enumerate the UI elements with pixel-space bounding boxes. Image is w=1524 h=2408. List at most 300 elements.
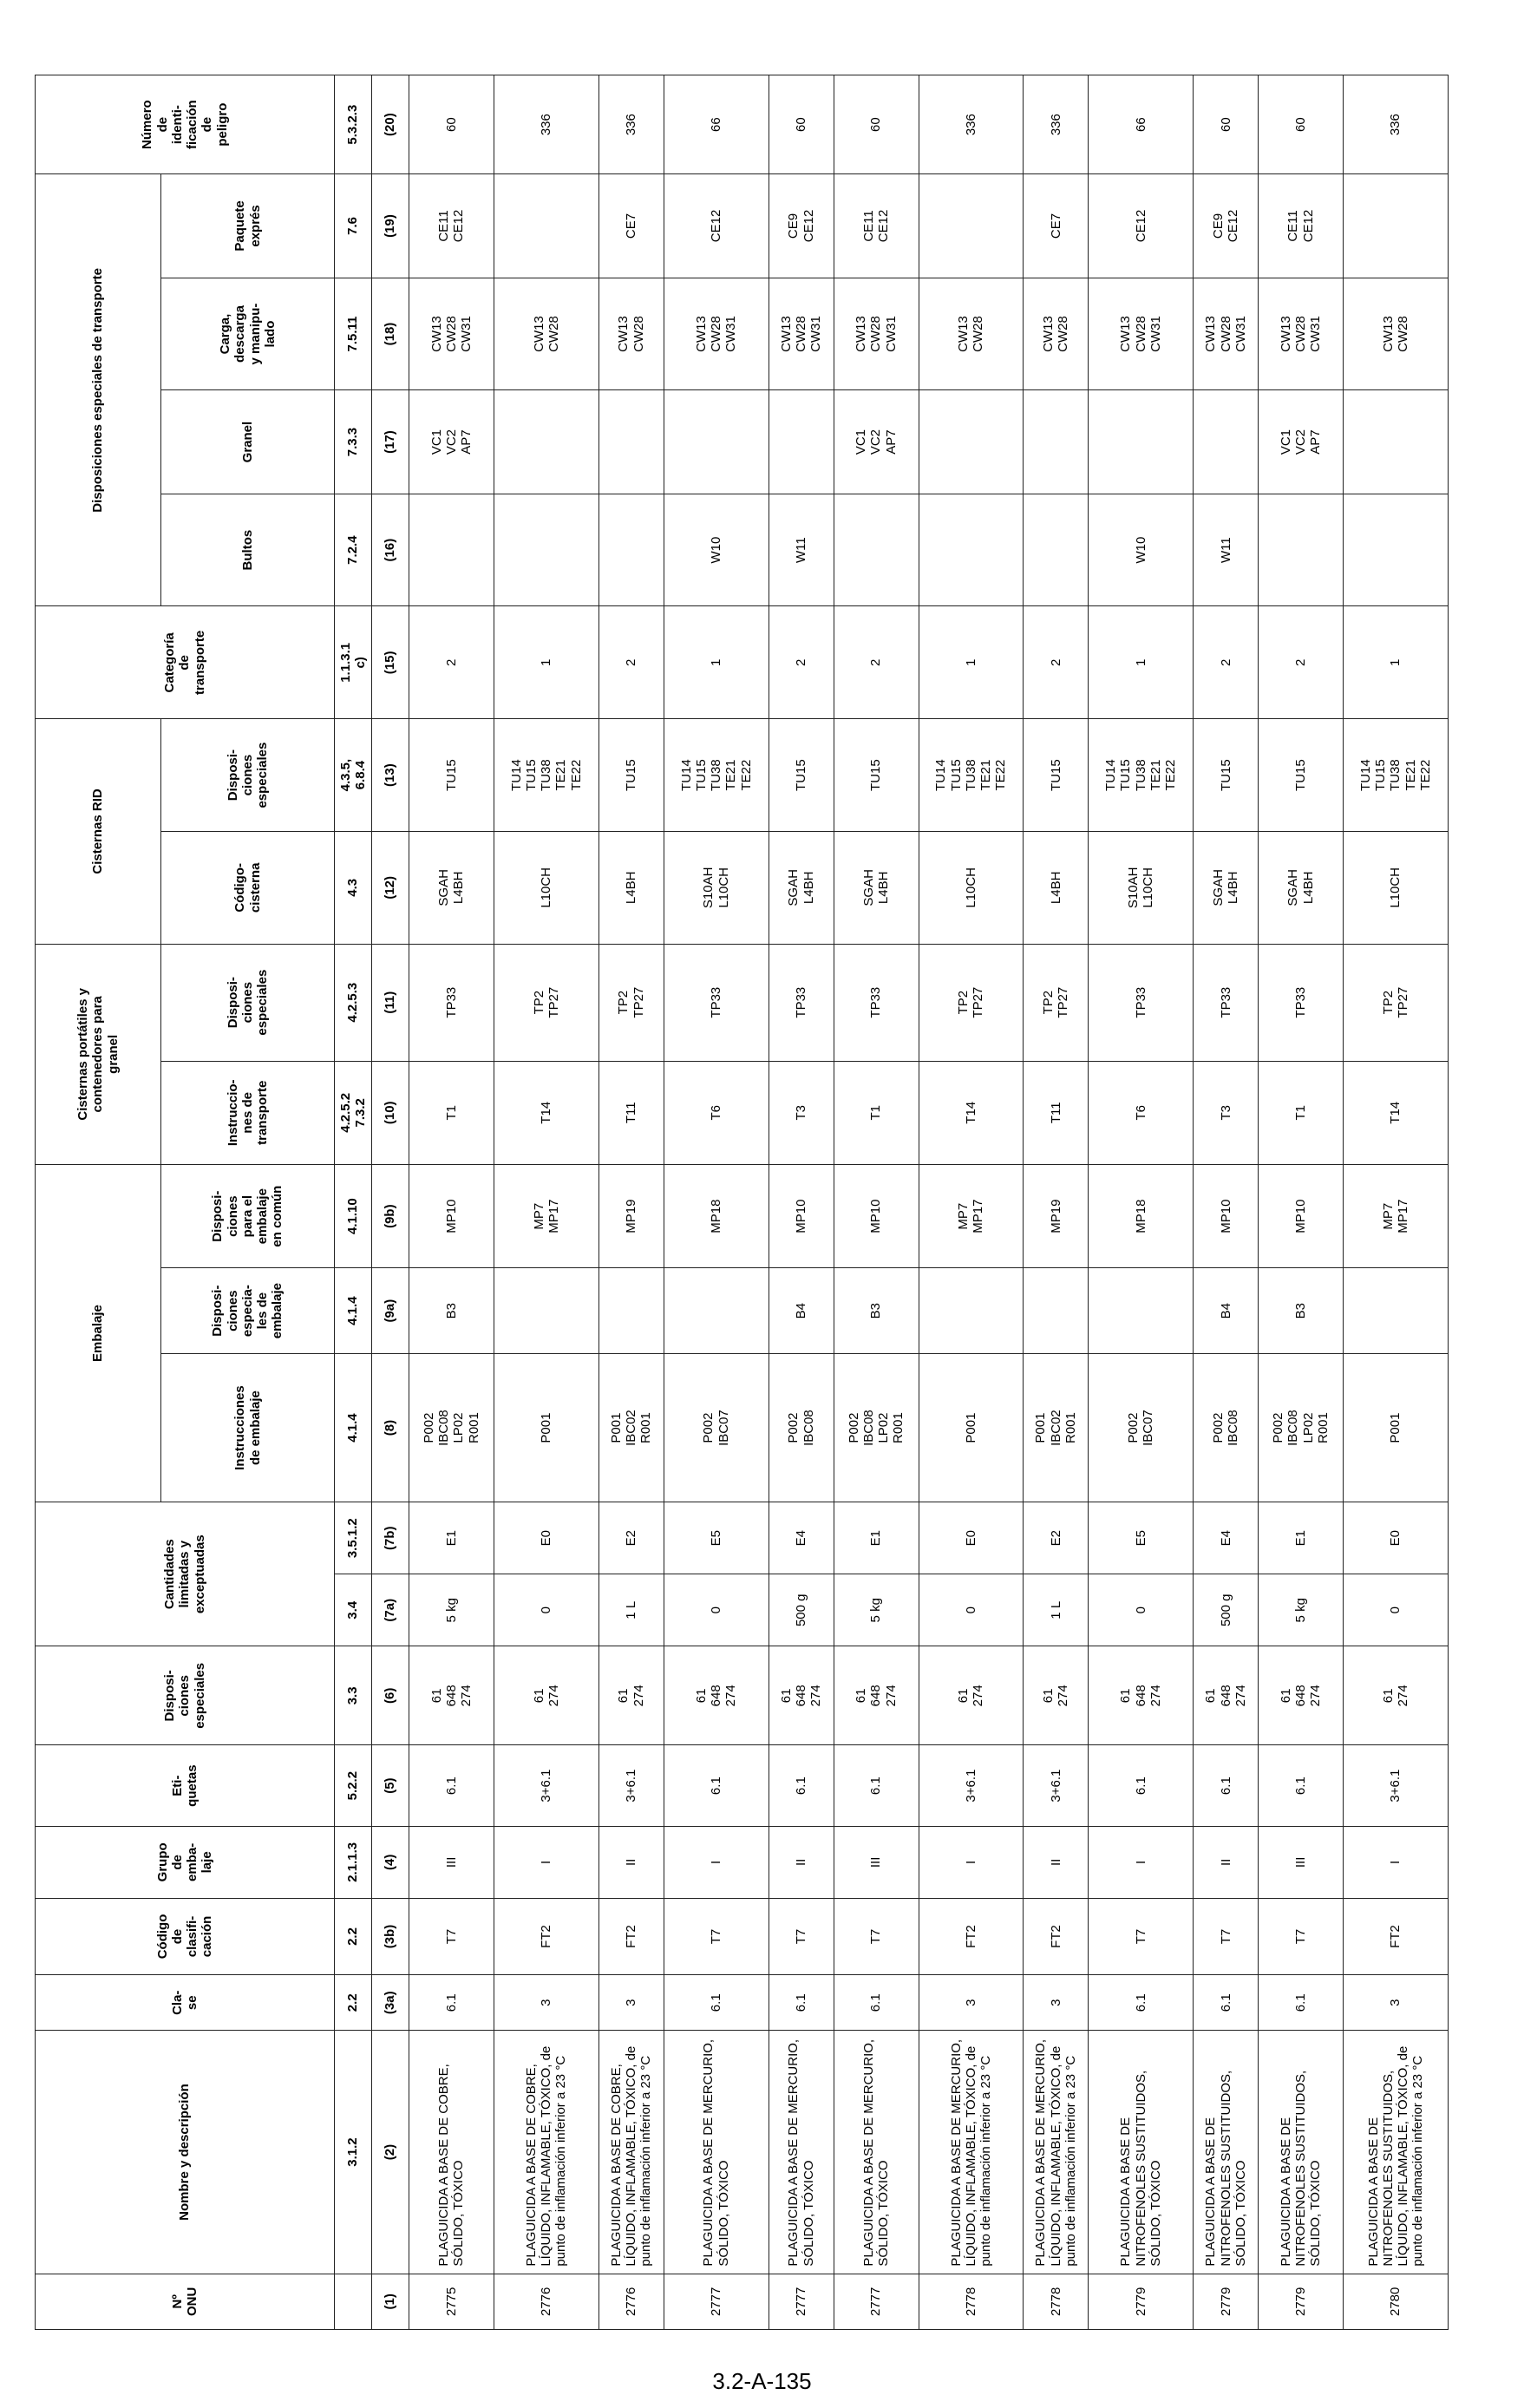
ref_row-cell: 7.6 <box>335 174 372 278</box>
row-cell: 5 kg <box>834 1574 919 1646</box>
table-row <box>1344 75 1449 2330</box>
col_numbers-cell: (20) <box>372 75 409 174</box>
row-cell: 2778 <box>919 2274 1024 2329</box>
row-cell: 66 <box>664 75 769 174</box>
row-cell: 60 <box>834 75 919 174</box>
row-cell: 61 648 274 <box>834 1646 919 1745</box>
row-cell: 61 274 <box>1344 1646 1449 1745</box>
row-cell: 6.1 <box>1259 1745 1344 1826</box>
row-cell: CW13 CW28 CW31 <box>769 278 834 390</box>
row-cell: E0 <box>1344 1502 1449 1574</box>
row-cell: 61 274 <box>1024 1646 1089 1745</box>
header-disposiciones-especiales: Disposi- ciones especiales <box>36 1646 335 1745</box>
header-disp-especiales-embalaje: Disposi- ciones especia- les de embalaje <box>161 1268 335 1354</box>
row-cell: P001 IBC02 R001 <box>1024 1353 1089 1502</box>
row-cell: 2 <box>1024 606 1089 719</box>
ref_row-cell: 3.1.2 <box>335 2031 372 2274</box>
row-cell: TP2 TP27 <box>598 944 664 1061</box>
row-cell: 0 <box>494 1574 598 1646</box>
row-cell: 3 <box>919 1975 1024 2031</box>
row-cell: P001 <box>494 1353 598 1502</box>
row-cell: TP33 <box>1259 944 1344 1061</box>
row-cell: 6.1 <box>409 1745 494 1826</box>
row-cell <box>769 390 834 494</box>
header-disp-especiales-rid: Disposi- ciones especiales <box>161 719 335 832</box>
row-cell: 336 <box>919 75 1024 174</box>
header-name: Nombre y descripción <box>36 2031 335 2274</box>
row-cell: 336 <box>1344 75 1449 174</box>
row-cell: CW13 CW28 <box>494 278 598 390</box>
row-cell: TP33 <box>769 944 834 1061</box>
row-cell <box>919 174 1024 278</box>
row-cell: T11 <box>1024 1061 1089 1164</box>
row-cell: II <box>598 1826 664 1898</box>
col_numbers-cell: (1) <box>372 2274 409 2329</box>
row-cell: 3+6.1 <box>1024 1745 1089 1826</box>
row-cell: B3 <box>409 1268 494 1354</box>
row-cell <box>1024 494 1089 606</box>
row-cell: TP2 TP27 <box>1344 944 1449 1061</box>
row-cell: P002 IBC08 <box>1194 1353 1259 1502</box>
row-cell: S10AH L10CH <box>664 831 769 944</box>
row-cell: I <box>919 1826 1024 1898</box>
col_numbers-cell: (16) <box>372 494 409 606</box>
row-cell: W11 <box>769 494 834 606</box>
row-cell: E1 <box>834 1502 919 1574</box>
row-cell: T3 <box>1194 1061 1259 1164</box>
row-cell: 60 <box>1259 75 1344 174</box>
row-cell: TP33 <box>834 944 919 1061</box>
row-cell: VC1 VC2 AP7 <box>409 390 494 494</box>
row-cell: TP33 <box>664 944 769 1061</box>
ref_row-cell: 3.3 <box>335 1646 372 1745</box>
row-cell: MP10 <box>409 1164 494 1267</box>
row-cell: 61 648 274 <box>409 1646 494 1745</box>
row-cell: PLAGUICIDA A BASE DE NITROFENOLES SUSTITUIDOS, SÓLIDO, TÓXICO <box>1194 2031 1259 2274</box>
row-cell <box>919 390 1024 494</box>
row-cell: 6.1 <box>769 1975 834 2031</box>
row-cell: 6.1 <box>1194 1975 1259 2031</box>
col_numbers-cell: (2) <box>372 2031 409 2274</box>
table-row <box>664 75 769 2330</box>
row-cell: 0 <box>1089 1574 1194 1646</box>
row-cell: TU14 TU15 TU38 TE21 TE22 <box>664 719 769 832</box>
row-cell: 1 <box>494 606 598 719</box>
row-cell <box>664 390 769 494</box>
row-cell <box>1344 1268 1449 1354</box>
row-cell: 2777 <box>834 2274 919 2329</box>
header-carga: Carga, descarga y manipu- lado <box>161 278 335 390</box>
row-cell: PLAGUICIDA A BASE DE NITROFENOLES SUSTITUIDOS, SÓLIDO, TÓXICO <box>1259 2031 1344 2274</box>
row-cell: 2780 <box>1344 2274 1449 2329</box>
row-cell: MP10 <box>769 1164 834 1267</box>
row-cell: TU15 <box>769 719 834 832</box>
row-cell: T7 <box>1259 1898 1344 1974</box>
row-cell: 6.1 <box>834 1745 919 1826</box>
row-cell: T6 <box>1089 1061 1194 1164</box>
row-cell: W11 <box>1194 494 1259 606</box>
row-cell <box>409 494 494 606</box>
row-cell: W10 <box>664 494 769 606</box>
row-cell: 61 648 274 <box>1089 1646 1194 1745</box>
row-cell: T1 <box>1259 1061 1344 1164</box>
row-cell: 66 <box>1089 75 1194 174</box>
row-cell: P001 <box>1344 1353 1449 1502</box>
row-cell: CW13 CW28 CW31 <box>409 278 494 390</box>
row-cell: 2776 <box>494 2274 598 2329</box>
row-cell: 2779 <box>1259 2274 1344 2329</box>
col_numbers-cell: (9b) <box>372 1164 409 1267</box>
ref_row-cell: 4.3 <box>335 831 372 944</box>
row-cell: 3 <box>598 1975 664 2031</box>
row-cell: TP33 <box>409 944 494 1061</box>
row-cell: PLAGUICIDA A BASE DE MERCURIO, SÓLIDO, TÓXICO <box>834 2031 919 2274</box>
row-cell: TP2 TP27 <box>494 944 598 1061</box>
row-cell: SGAH L4BH <box>1194 831 1259 944</box>
row-cell: 3+6.1 <box>598 1745 664 1826</box>
row-cell: 3+6.1 <box>494 1745 598 1826</box>
row-cell: TU15 <box>1259 719 1344 832</box>
row-cell: III <box>1259 1826 1344 1898</box>
row-cell: PLAGUICIDA A BASE DE MERCURIO, SÓLIDO, TÓXICO <box>769 2031 834 2274</box>
col_numbers-cell: (6) <box>372 1646 409 1745</box>
row-cell: I <box>1089 1826 1194 1898</box>
row-cell <box>598 1268 664 1354</box>
header-cisternas-rid: Cisternas RID <box>36 719 161 944</box>
row-cell: 2778 <box>1024 2274 1089 2329</box>
page-number: 3.2-A-135 <box>712 2368 812 2394</box>
table-row <box>1024 75 1089 2330</box>
row-cell: 3 <box>1024 1975 1089 2031</box>
row-cell: T7 <box>409 1898 494 1974</box>
row-cell: 336 <box>494 75 598 174</box>
row-cell: FT2 <box>494 1898 598 1974</box>
ref_row-cell: 2.2 <box>335 1975 372 2031</box>
row-cell: TU14 TU15 TU38 TE21 TE22 <box>919 719 1024 832</box>
row-cell: 2 <box>769 606 834 719</box>
col_numbers-cell: (13) <box>372 719 409 832</box>
row-cell <box>664 1268 769 1354</box>
row-cell: TU14 TU15 TU38 TE21 TE22 <box>494 719 598 832</box>
row-cell: TU15 <box>834 719 919 832</box>
col_numbers-cell: (7a) <box>372 1574 409 1646</box>
row-cell: 61 648 274 <box>1194 1646 1259 1745</box>
row-cell: CW13 CW28 CW31 <box>1194 278 1259 390</box>
row-cell: T7 <box>769 1898 834 1974</box>
row-cell: 500 g <box>769 1574 834 1646</box>
row-cell: T3 <box>769 1061 834 1164</box>
row-cell: 6.1 <box>1194 1745 1259 1826</box>
row-cell: I <box>494 1826 598 1898</box>
row-cell: L4BH <box>598 831 664 944</box>
row-cell: II <box>1024 1826 1089 1898</box>
row-cell: B4 <box>1194 1268 1259 1354</box>
row-cell: 336 <box>1024 75 1089 174</box>
row-cell: P002 IBC08 LP02 R001 <box>834 1353 919 1502</box>
reference-row <box>335 75 372 2330</box>
row-cell: 6.1 <box>834 1975 919 2031</box>
row-cell: 2 <box>409 606 494 719</box>
row-cell: TU15 <box>1024 719 1089 832</box>
row-cell: E4 <box>769 1502 834 1574</box>
row-cell: P002 IBC07 <box>1089 1353 1194 1502</box>
row-cell: CE12 <box>664 174 769 278</box>
row-cell <box>919 1268 1024 1354</box>
row-cell: P001 IBC02 R001 <box>598 1353 664 1502</box>
ref_row-cell <box>335 2274 372 2329</box>
row-cell: 5 kg <box>409 1574 494 1646</box>
row-cell: L4BH <box>1024 831 1089 944</box>
row-cell: 0 <box>919 1574 1024 1646</box>
ref_row-cell: 2.2 <box>335 1898 372 1974</box>
ref_row-cell: 3.5.1.2 <box>335 1502 372 1574</box>
row-cell <box>919 494 1024 606</box>
row-cell: CE9 CE12 <box>1194 174 1259 278</box>
header-categoria-transporte: Categoría de transporte <box>36 606 335 719</box>
row-cell <box>1024 1268 1089 1354</box>
row-cell: 2779 <box>1194 2274 1259 2329</box>
row-cell <box>834 494 919 606</box>
row-cell: MP10 <box>834 1164 919 1267</box>
row-cell: FT2 <box>598 1898 664 1974</box>
row-cell: 6.1 <box>1259 1975 1344 2031</box>
row-cell: TU15 <box>598 719 664 832</box>
row-cell: CW13 CW28 CW31 <box>1089 278 1194 390</box>
ref_row-cell: 4.3.5, 6.8.4 <box>335 719 372 832</box>
row-cell: T11 <box>598 1061 664 1164</box>
row-cell <box>1089 1268 1194 1354</box>
row-cell <box>494 494 598 606</box>
ref_row-cell: 7.5.11 <box>335 278 372 390</box>
ref_row-cell: 3.4 <box>335 1574 372 1646</box>
row-cell: PLAGUICIDA A BASE DE COBRE, SÓLIDO, TÓXICO <box>409 2031 494 2274</box>
row-cell: CE7 <box>1024 174 1089 278</box>
table-row <box>919 75 1024 2330</box>
row-cell <box>1344 174 1449 278</box>
row-cell: 60 <box>409 75 494 174</box>
row-cell: CW13 CW28 <box>598 278 664 390</box>
row-cell: T7 <box>664 1898 769 1974</box>
row-cell: E2 <box>1024 1502 1089 1574</box>
row-cell: SGAH L4BH <box>834 831 919 944</box>
table-row <box>598 75 664 2330</box>
row-cell: 6.1 <box>1089 1745 1194 1826</box>
row-cell: VC1 VC2 AP7 <box>1259 390 1344 494</box>
row-cell: E0 <box>919 1502 1024 1574</box>
col_numbers-cell: (18) <box>372 278 409 390</box>
row-cell: 336 <box>598 75 664 174</box>
col_numbers-cell: (12) <box>372 831 409 944</box>
row-cell: 2775 <box>409 2274 494 2329</box>
row-cell <box>1194 390 1259 494</box>
header-grupo-embalaje: Grupo de emba- laje <box>36 1826 335 1898</box>
header-cisternas-portatiles: Cisternas portátiles y contenedores para granel <box>36 944 161 1164</box>
row-cell: 1 L <box>598 1574 664 1646</box>
row-cell: 1 <box>664 606 769 719</box>
row-cell <box>494 1268 598 1354</box>
row-cell: 61 648 274 <box>664 1646 769 1745</box>
row-cell: CW13 CW28 <box>1344 278 1449 390</box>
row-cell: TP2 TP27 <box>919 944 1024 1061</box>
row-cell: 6.1 <box>409 1975 494 2031</box>
row-cell: E1 <box>409 1502 494 1574</box>
col_numbers-cell: (19) <box>372 174 409 278</box>
row-cell: CE7 <box>598 174 664 278</box>
row-cell: CW13 CW28 CW31 <box>834 278 919 390</box>
row-cell: E0 <box>494 1502 598 1574</box>
row-cell: TU14 TU15 TU38 TE21 TE22 <box>1344 719 1449 832</box>
row-cell: MP18 <box>664 1164 769 1267</box>
row-cell: PLAGUICIDA A BASE DE COBRE, LÍQUIDO, INFLAMABLE, TÓXICO, de punto de inflamación inferior a 23 °C <box>494 2031 598 2274</box>
row-cell: PLAGUICIDA A BASE DE MERCURIO, LÍQUIDO, INFLAMABLE, TÓXICO, de punto de inflamación inferior a 23 °C <box>919 2031 1024 2274</box>
row-cell: 6.1 <box>769 1745 834 1826</box>
ref_row-cell: 4.1.4 <box>335 1353 372 1502</box>
row-cell: TU14 TU15 TU38 TE21 TE22 <box>1089 719 1194 832</box>
table-row <box>1089 75 1194 2330</box>
col_numbers-cell: (10) <box>372 1061 409 1164</box>
row-cell <box>1024 390 1089 494</box>
row-cell: T7 <box>834 1898 919 1974</box>
row-cell: 6.1 <box>664 1745 769 1826</box>
ref_row-cell: 5.2.2 <box>335 1745 372 1826</box>
table-row <box>1259 75 1344 2330</box>
row-cell: P002 IBC08 LP02 R001 <box>409 1353 494 1502</box>
row-cell <box>494 174 598 278</box>
header-cantidades: Cantidades limitadas y exceptuadas <box>36 1502 335 1646</box>
row-cell: P001 <box>919 1353 1024 1502</box>
row-cell: CE11 CE12 <box>409 174 494 278</box>
row-cell: L10CH <box>919 831 1024 944</box>
row-cell: T7 <box>1194 1898 1259 1974</box>
row-cell: L10CH <box>494 831 598 944</box>
header-instrucciones-embalaje: Instrucciones de embalaje <box>161 1353 335 1502</box>
col_numbers-cell: (5) <box>372 1745 409 1826</box>
row-cell <box>598 494 664 606</box>
col_numbers-cell: (9a) <box>372 1268 409 1354</box>
row-cell: P002 IBC08 <box>769 1353 834 1502</box>
row-cell: FT2 <box>1344 1898 1449 1974</box>
row-cell: T7 <box>1089 1898 1194 1974</box>
ref_row-cell: 1.1.3.1 c) <box>335 606 372 719</box>
row-cell: L10CH <box>1344 831 1449 944</box>
row-cell: 3 <box>1344 1975 1449 2031</box>
row-cell: PLAGUICIDA A BASE DE MERCURIO, LÍQUIDO, INFLAMABLE, TÓXICO, de punto de inflamación inferior a 23 °C <box>1024 2031 1089 2274</box>
row-cell: 2 <box>1259 606 1344 719</box>
row-cell: 61 274 <box>598 1646 664 1745</box>
row-cell: PLAGUICIDA A BASE DE MERCURIO, SÓLIDO, TÓXICO <box>664 2031 769 2274</box>
row-cell <box>1089 390 1194 494</box>
row-cell: MP7 MP17 <box>494 1164 598 1267</box>
header-etiquetas: Eti- quetas <box>36 1745 335 1826</box>
row-cell: MP19 <box>1024 1164 1089 1267</box>
row-cell: 2779 <box>1089 2274 1194 2329</box>
row-cell: FT2 <box>919 1898 1024 1974</box>
row-cell: TP33 <box>1194 944 1259 1061</box>
ref_row-cell: 4.1.10 <box>335 1164 372 1267</box>
row-cell: 60 <box>1194 75 1259 174</box>
row-cell: 61 274 <box>919 1646 1024 1745</box>
header-disp-especiales-cp: Disposi- ciones especiales <box>161 944 335 1061</box>
row-cell: CE11 CE12 <box>1259 174 1344 278</box>
row-cell: III <box>834 1826 919 1898</box>
row-cell: T14 <box>1344 1061 1449 1164</box>
row-cell: CW13 CW28 <box>1024 278 1089 390</box>
ref_row-cell: 4.1.4 <box>335 1268 372 1354</box>
row-cell: CE9 CE12 <box>769 174 834 278</box>
row-cell: I <box>1344 1826 1449 1898</box>
header-codigo-cisterna: Código- cisterna <box>161 831 335 944</box>
row-cell: 2776 <box>598 2274 664 2329</box>
row-cell: MP10 <box>1259 1164 1344 1267</box>
row-cell: PLAGUICIDA A BASE DE NITROFENOLES SUSTITUIDOS, SÓLIDO, TÓXICO <box>1089 2031 1194 2274</box>
row-cell: II <box>769 1826 834 1898</box>
row-cell: 60 <box>769 75 834 174</box>
row-cell <box>1344 494 1449 606</box>
row-cell <box>494 390 598 494</box>
ref_row-cell: 5.3.2.3 <box>335 75 372 174</box>
table-row <box>1194 75 1259 2330</box>
row-cell: W10 <box>1089 494 1194 606</box>
row-cell <box>1259 494 1344 606</box>
row-cell: TU15 <box>409 719 494 832</box>
dangerous-goods-table <box>35 75 1449 2330</box>
row-cell: 2 <box>1194 606 1259 719</box>
header-bultos: Bultos <box>161 494 335 606</box>
row-cell: 61 648 274 <box>769 1646 834 1745</box>
row-cell <box>598 390 664 494</box>
row-cell: 3+6.1 <box>1344 1745 1449 1826</box>
row-cell <box>1344 390 1449 494</box>
row-cell: CE11 CE12 <box>834 174 919 278</box>
header-un-no: Nº ONU <box>36 2274 335 2329</box>
row-cell: 1 <box>1089 606 1194 719</box>
row-cell: MP7 MP17 <box>919 1164 1024 1267</box>
row-cell: I <box>664 1826 769 1898</box>
row-cell: TP33 <box>1089 944 1194 1061</box>
header-numero-peligro: Número de identi- ficación de peligro <box>36 75 335 174</box>
row-cell: 2777 <box>664 2274 769 2329</box>
row-cell: B4 <box>769 1268 834 1354</box>
ref_row-cell: 4.2.5.3 <box>335 944 372 1061</box>
row-cell: E5 <box>664 1502 769 1574</box>
row-cell: PLAGUICIDA A BASE DE NITROFENOLES SUSTITUIDOS, LÍQUIDO, INFLAMABLE, TÓXICO, de punto de inflamación inferior a 23 °C <box>1344 2031 1449 2274</box>
col_numbers-cell: (8) <box>372 1353 409 1502</box>
header-clase: Cla- se <box>36 1975 335 2031</box>
row-cell: MP10 <box>1194 1164 1259 1267</box>
col_numbers-cell: (15) <box>372 606 409 719</box>
table-row <box>409 75 494 2330</box>
row-cell: 1 <box>1344 606 1449 719</box>
row-cell: 0 <box>1344 1574 1449 1646</box>
row-cell: 61 274 <box>494 1646 598 1745</box>
row-cell: CW13 CW28 CW31 <box>664 278 769 390</box>
table-row <box>834 75 919 2330</box>
row-cell: T1 <box>409 1061 494 1164</box>
row-cell: CE12 <box>1089 174 1194 278</box>
col_numbers-cell: (4) <box>372 1826 409 1898</box>
header-instrucciones-transporte: Instruccio- nes de transporte <box>161 1061 335 1164</box>
row-cell: SGAH L4BH <box>409 831 494 944</box>
row-cell: MP19 <box>598 1164 664 1267</box>
header-embalaje: Embalaje <box>36 1164 161 1502</box>
row-cell: 3 <box>494 1975 598 2031</box>
col_numbers-cell: (7b) <box>372 1502 409 1574</box>
row-cell: SGAH L4BH <box>1259 831 1344 944</box>
row-cell: E4 <box>1194 1502 1259 1574</box>
row-cell: PLAGUICIDA A BASE DE COBRE, LÍQUIDO, INFLAMABLE, TÓXICO, de punto de inflamación inferior a 23 °C <box>598 2031 664 2274</box>
row-cell: VC1 VC2 AP7 <box>834 390 919 494</box>
table-row <box>494 75 598 2330</box>
